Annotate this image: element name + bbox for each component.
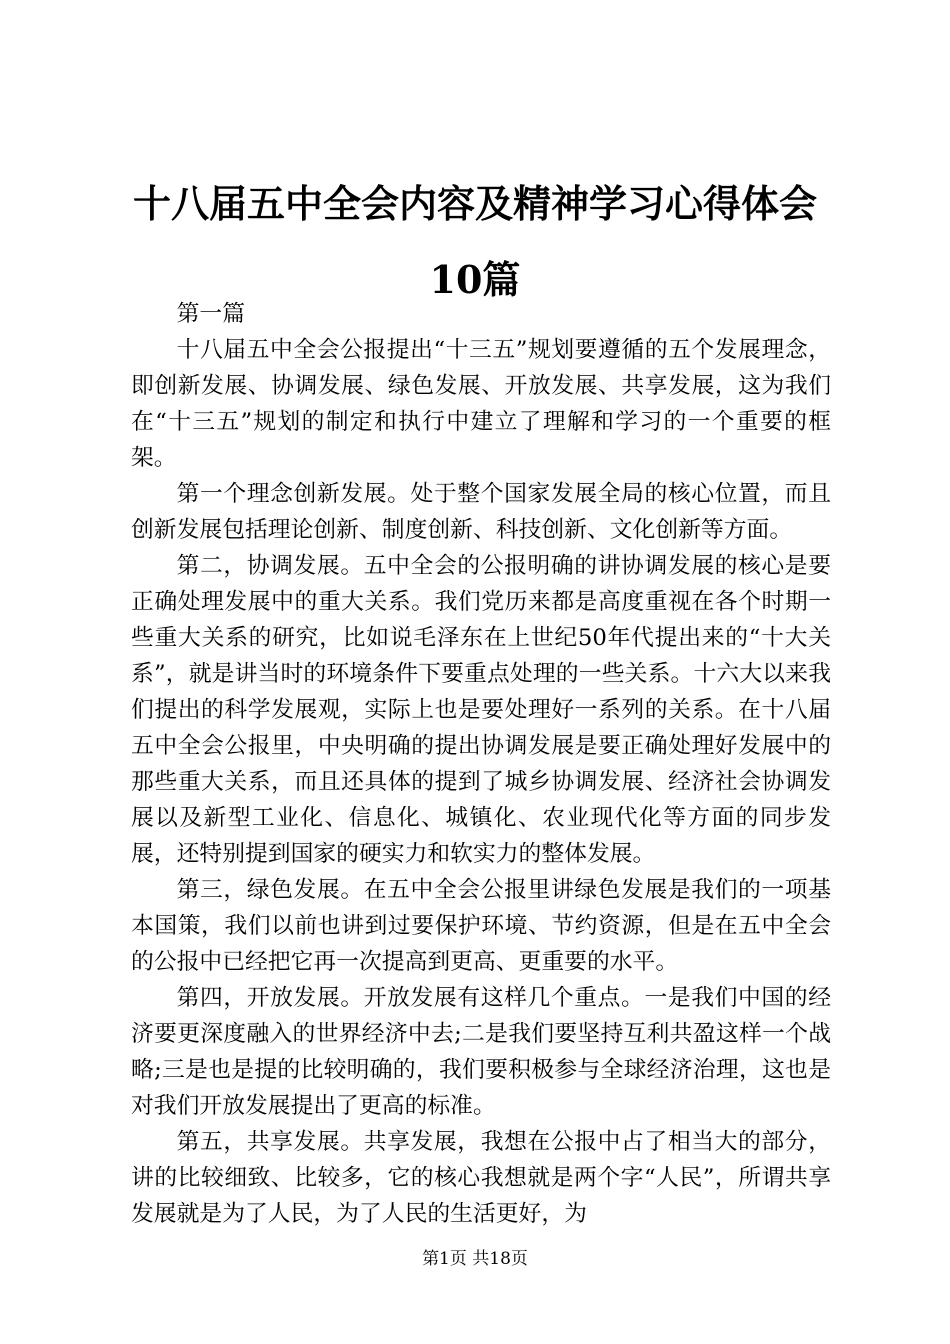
- paragraph: 第三，绿色发展。在五中全会公报里讲绿色发展是我们的一项基本国策，我们以前也讲到过要保护环境、节约资源，但是在五中全会的公报中已经把它再一次提高到更高、更重要的水平。: [131, 877, 831, 975]
- paragraph: 第五，共享发展。共享发展，我想在公报中占了相当大的部分，讲的比较细致、比较多，它的核心我想就是两个字“人民”，所谓共享发展就是为了人民，为了人民的生活更好，为: [131, 1129, 831, 1227]
- page-footer: 第1页 共18页: [422, 1249, 528, 1269]
- paragraph: 第一个理念创新发展。处于整个国家发展全局的核心位置，而且创新发展包括理论创新、制度创新、科技创新、文化创新等方面。: [131, 481, 831, 543]
- paragraph: 第四，开放发展。开放发展有这样几个重点。一是我们中国的经济要更深度融入的世界经济中去;二是我们要坚持互利共盈这样一个战略;三是也是提的比较明确的，我们要积极参与全球经济治理，这也是对我们开放发展提出了更高的标准。: [131, 985, 831, 1119]
- document-title: 十八届五中全会内容及精神学习心得体会10篇: [132, 181, 817, 302]
- paragraph: 十八届五中全会公报提出“十三五”规划要遵循的五个发展理念，即创新发展、协调发展、绿色发展、开放发展、共享发展，这为我们在“十三五”规划的制定和执行中建立了理解和学习的一个重要的框架。: [131, 337, 831, 471]
- paragraph: 第二，协调发展。五中全会的公报明确的讲协调发展的核心是要正确处理发展中的重大关系。我们党历来都是高度重视在各个时期一些重大关系的研究，比如说毛泽东在上世纪50年代提出来的“十大关系”，就是讲当时的环境条件下要重点处理的一些关系。十六大以来我们提出的科学发展观，实际上也是要处理好一系列的关系。在十八届五中全会公报里，中央明确的提出协调发展是要正确处理好发展中的那些重大关系，而且还具体的提到了城乡协调发展、经济社会协调发展以及新型工业化、信息化、城镇化、农业现代化等方面的同步发展，还特别提到国家的硬实力和软实力的整体发展。: [131, 553, 831, 867]
- section-heading: 第一篇: [176, 301, 245, 327]
- document-body: [131, 296, 831, 1232]
